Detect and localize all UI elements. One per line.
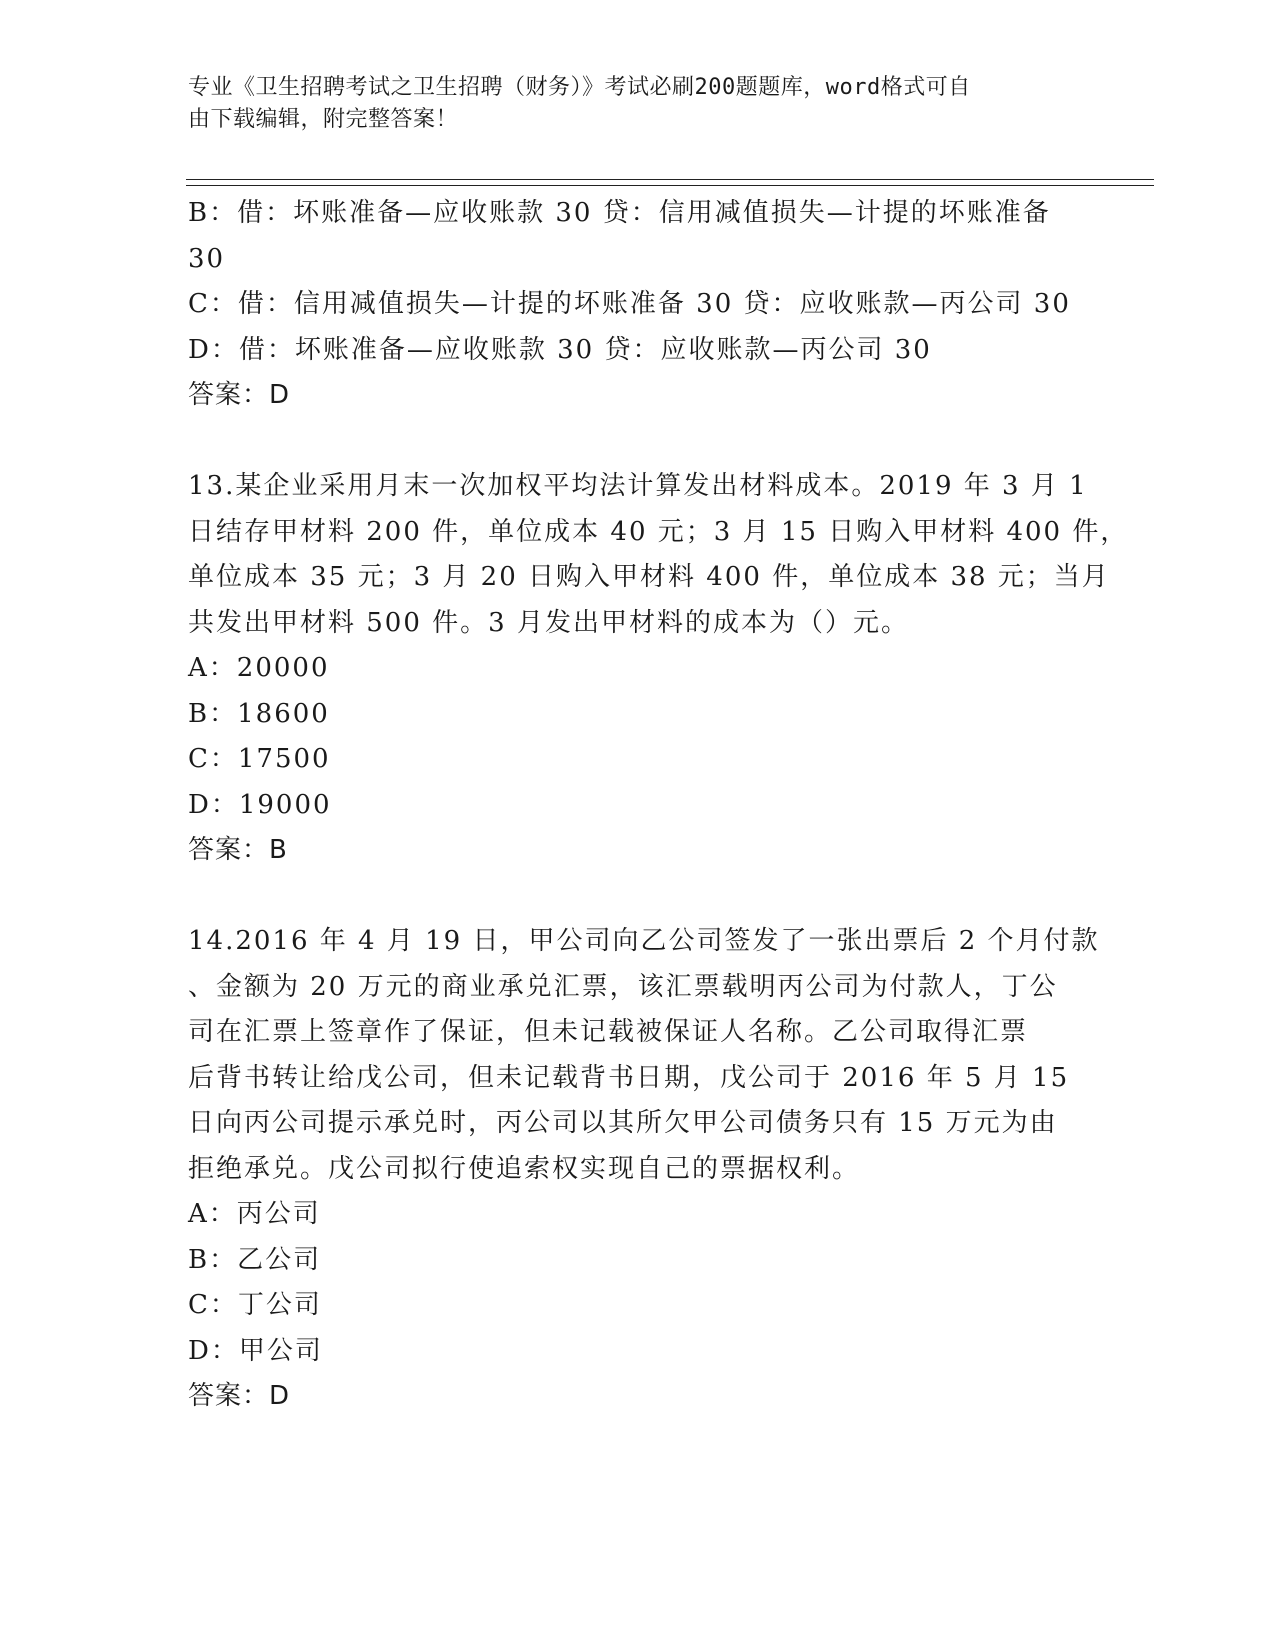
q14-stem-line-2: 、金额为 20 万元的商业承兑汇票，该汇票载明丙公司为付款人，丁公 — [188, 971, 1058, 1002]
q14-stem-line-4: 后背书转让给戊公司，但未记载背书日期，戊公司于 2016 年 5 月 15 — [188, 1062, 1070, 1093]
q13-option-a: A：20000 — [188, 653, 330, 683]
document-header — [188, 72, 1068, 136]
q13-option-d: D：19000 — [188, 789, 332, 820]
spacer — [188, 874, 1088, 920]
q14-stem-line-1: 14.2016 年 4 月 19 日，甲公司向乙公司签发了一张出票后 2 个月付款 — [188, 926, 1100, 956]
q12-answer: 答案：D — [188, 380, 291, 410]
q14-answer: 答案：D — [188, 1381, 291, 1411]
q13-stem-line-2: 日结存甲材料 200 件，单位成本 40 元；3 月 15 日购入甲材料 400 件， — [188, 516, 1129, 547]
header-divider-top — [186, 179, 1154, 180]
q12-option-b-line-2: 30 — [188, 243, 226, 274]
q13-stem-line-1: 13.某企业采用月末一次加权平均法计算发出材料成本。2019 年 3 月 1 — [188, 471, 1088, 501]
header-divider-bottom — [186, 185, 1154, 186]
question-13 — [188, 464, 1129, 874]
header-line-1: 专业《卫生招聘考试之卫生招聘（财务）》考试必刷200题题库，word格式可自 — [188, 75, 971, 100]
header-line-2: 由下载编辑，附完整答案！ — [188, 107, 459, 132]
q14-option-d: D：甲公司 — [188, 1335, 323, 1366]
q14-option-a: A：丙公司 — [188, 1199, 321, 1229]
q13-option-c: C：17500 — [188, 744, 331, 774]
q14-option-c: C：丁公司 — [188, 1290, 322, 1320]
q13-answer: 答案：B — [188, 835, 288, 865]
q12-option-c: C：借：信用减值损失—计提的坏账准备 30 贷：应收账款—丙公司 30 — [188, 289, 1071, 319]
q14-stem-line-6: 拒绝承兑。戊公司拟行使追索权实现自己的票据权利。 — [188, 1153, 861, 1184]
document-body — [188, 191, 1129, 1420]
q13-option-b: B：18600 — [188, 698, 330, 729]
q12-option-d: D：借：坏账准备—应收账款 30 贷：应收账款—丙公司 30 — [188, 334, 932, 365]
q13-stem-line-3: 单位成本 35 元；3 月 20 日购入甲材料 400 件，单位成本 38 元；当月 — [188, 562, 1110, 592]
question-12 — [188, 191, 1088, 419]
q13-stem-line-4: 共发出甲材料 500 件。3 月发出甲材料的成本为（）元。 — [188, 607, 909, 638]
q14-option-b: B：乙公司 — [188, 1244, 322, 1275]
q12-option-b-line-1: B：借：坏账准备—应收账款 30 贷：信用减值损失—计提的坏账准备 — [188, 198, 1051, 228]
q14-stem-line-3: 司在汇票上签章作了保证，但未记载被保证人名称。乙公司取得汇票 — [188, 1017, 1029, 1047]
question-14 — [188, 919, 1100, 1420]
q14-stem-line-5: 日向丙公司提示承兑时，丙公司以其所欠甲公司债务只有 15 万元为由 — [188, 1108, 1058, 1138]
spacer — [188, 419, 1088, 465]
